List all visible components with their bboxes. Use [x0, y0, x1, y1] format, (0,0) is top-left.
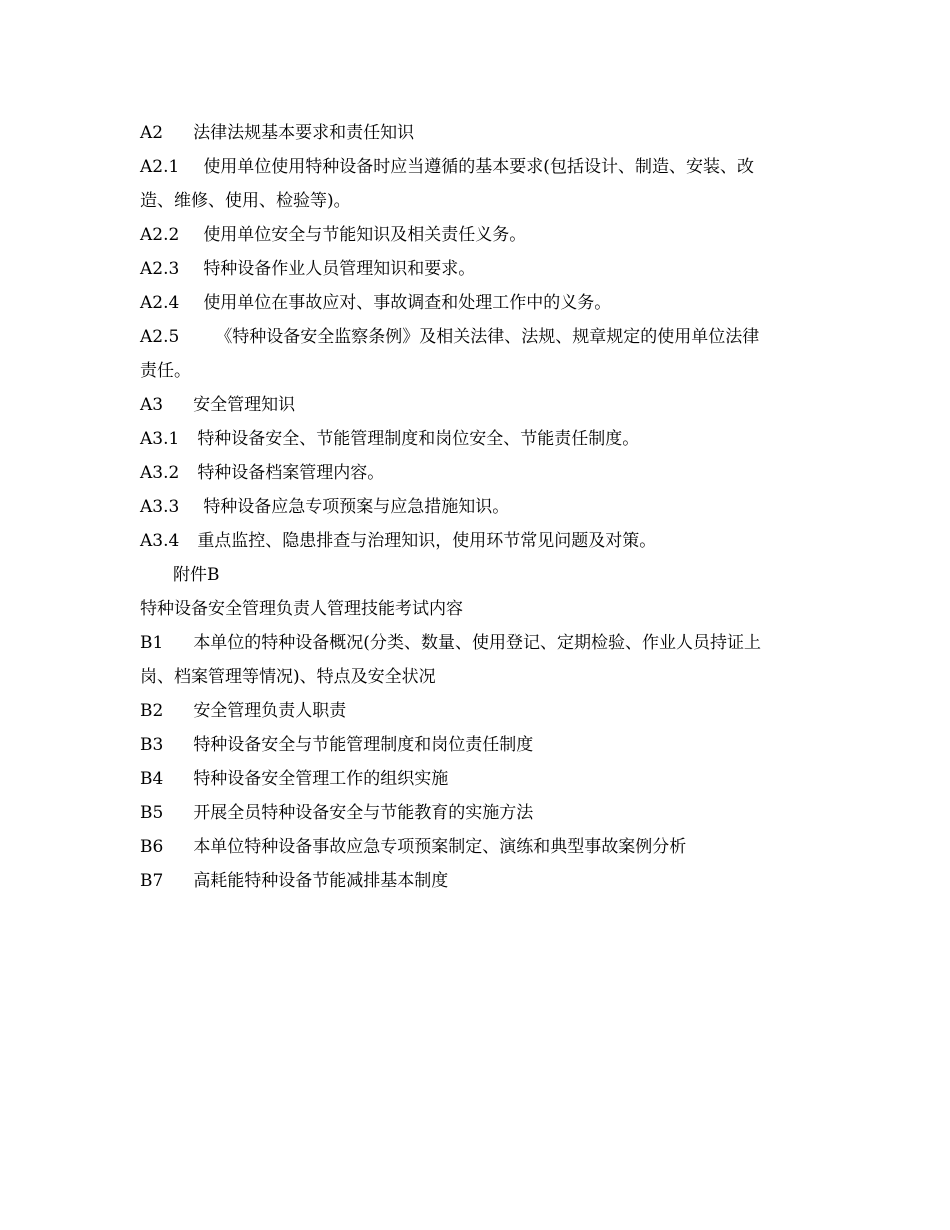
- item-number: B2: [140, 701, 164, 721]
- clause-text: 特种设备安全、节能管理制度和岗位安全、节能责任制度。: [197, 429, 640, 449]
- appendix-label: 附件B: [173, 565, 220, 585]
- section-title: 安全管理知识: [193, 395, 296, 415]
- section-heading-a2: [140, 116, 820, 150]
- section-number: A2: [140, 123, 164, 143]
- clause-number: A3.4: [140, 531, 180, 551]
- item-b1-continuation: [140, 660, 820, 694]
- item-text: 高耗能特种设备节能减排基本制度: [193, 871, 449, 891]
- clause-text: 特种设备应急专项预案与应急措施知识。: [203, 497, 510, 517]
- clause-text: 使用单位安全与节能知识及相关责任义务。: [203, 225, 527, 245]
- clause-a2-1: [140, 150, 820, 184]
- appendix-title: 特种设备安全管理负责人管理技能考试内容: [140, 599, 463, 619]
- item-number: B6: [140, 837, 164, 857]
- item-text-continuation: 岗、档案管理等情况)、特点及安全状况: [140, 667, 436, 687]
- item-number: B3: [140, 735, 164, 755]
- clause-number: A3.1: [140, 429, 180, 449]
- clause-number: A2.5: [140, 327, 180, 347]
- item-b1: [140, 626, 820, 660]
- clause-text: 使用单位在事故应对、事故调查和处理工作中的义务。: [203, 293, 612, 313]
- section-title: 法律法规基本要求和责任知识: [193, 123, 415, 143]
- item-b7: [140, 864, 820, 898]
- clause-a3-1: [140, 422, 820, 456]
- clause-text: 重点监控、隐患排查与治理知识，使用环节常见问题及对策。: [197, 531, 657, 551]
- clause-number: A3.2: [140, 463, 180, 483]
- item-number: B1: [140, 633, 164, 653]
- item-b4: [140, 762, 820, 796]
- item-b3: [140, 728, 820, 762]
- clause-text-continuation: 责任。: [140, 361, 191, 381]
- clause-text: 使用单位使用特种设备时应当遵循的基本要求(包括设计、制造、安装、改: [203, 157, 754, 177]
- clause-a2-4: [140, 286, 820, 320]
- clause-number: A2.1: [140, 157, 180, 177]
- clause-text: 《特种设备安全监察条例》及相关法律、法规、规章规定的使用单位法律: [215, 327, 760, 347]
- clause-number: A3.3: [140, 497, 180, 517]
- section-heading-a3: [140, 388, 820, 422]
- item-text: 本单位的特种设备概况(分类、数量、使用登记、定期检验、作业人员持证上: [193, 633, 761, 653]
- clause-a3-3: [140, 490, 820, 524]
- clause-text: 特种设备作业人员管理知识和要求。: [203, 259, 476, 279]
- clause-a2-2: [140, 218, 820, 252]
- item-text: 特种设备安全与节能管理制度和岗位责任制度: [193, 735, 534, 755]
- item-number: B5: [140, 803, 164, 823]
- item-text: 开展全员特种设备安全与节能教育的实施方法: [193, 803, 534, 823]
- document-body: [140, 116, 820, 898]
- section-number: A3: [140, 395, 164, 415]
- item-text: 特种设备安全管理工作的组织实施: [193, 769, 449, 789]
- clause-a2-5-continuation: [140, 354, 820, 388]
- clause-a3-4: [140, 524, 820, 558]
- item-b5: [140, 796, 820, 830]
- item-text: 安全管理负责人职责: [193, 701, 347, 721]
- clause-text: 特种设备档案管理内容。: [197, 463, 385, 483]
- clause-number: A2.3: [140, 259, 180, 279]
- item-b6: [140, 830, 820, 864]
- item-text: 本单位特种设备事故应急专项预案制定、演练和典型事故案例分析: [193, 837, 687, 857]
- clause-a2-5: [140, 320, 820, 354]
- clause-a2-1-continuation: [140, 184, 820, 218]
- clause-number: A2.4: [140, 293, 180, 313]
- item-number: B4: [140, 769, 164, 789]
- item-number: B7: [140, 871, 164, 891]
- clause-a2-3: [140, 252, 820, 286]
- clause-text-continuation: 造、维修、使用、检验等)。: [140, 191, 351, 211]
- clause-a3-2: [140, 456, 820, 490]
- item-b2: [140, 694, 820, 728]
- clause-number: A2.2: [140, 225, 180, 245]
